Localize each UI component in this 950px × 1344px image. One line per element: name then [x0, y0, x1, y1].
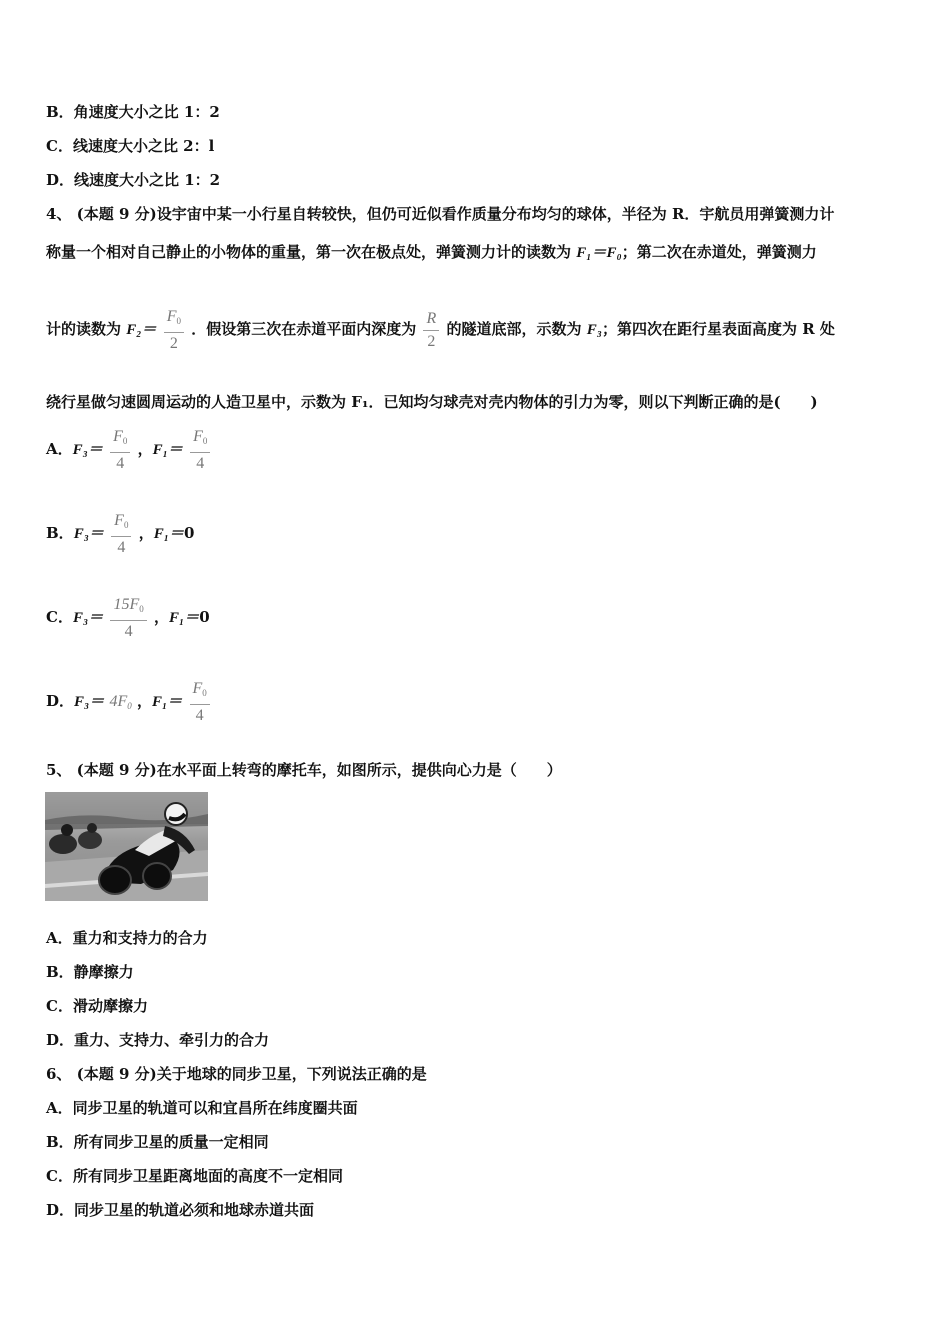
q4-option-b: B．F₃＝ $\frac{F0}{4}$ ，F₁＝0: [46, 511, 195, 556]
fraction-15f0-over-4: $\frac{15F0}{4}$: [110, 595, 146, 642]
fraction-f0-over-4: $\frac{F0}{4}$: [110, 427, 130, 474]
q5-option-c: C．滑动摩擦力: [46, 997, 148, 1015]
q6-option-a: A．同步卫星的轨道可以和宜昌所在纬度圈共面: [46, 1099, 358, 1117]
q4-option-c: C．F₃＝ $\frac{15F0}{4}$ ，F₁＝0: [46, 595, 210, 640]
expr-4f0: 4F0: [109, 693, 132, 711]
q5-option-a: A．重力和支持力的合力: [46, 929, 208, 947]
q3-option-d: D．线速度大小之比 1：2: [46, 171, 221, 189]
fraction-f0-over-4: $\frac{F0}{4}$: [190, 679, 210, 726]
q4-stem-line4: 绕行星做匀速圆周运动的人造卫星中，示数为 F₁．已知均匀球壳对壳内物体的引力为零，则以下判断正确的是( ): [46, 393, 818, 411]
q5-option-d: D．重力、支持力、牵引力的合力: [46, 1031, 270, 1049]
q6-option-d: D．同步卫星的轨道必须和地球赤道共面: [46, 1201, 315, 1219]
q4-option-d: D．F₃＝ 4F0 ，F₁＝ $\frac{F0}{4}$: [46, 678, 212, 729]
q6-option-c: C．所有同步卫星距离地面的高度不一定相同: [46, 1167, 343, 1185]
q3-option-c: C．线速度大小之比 2：l: [46, 137, 215, 155]
fraction-r-over-2: $\frac{R}{2}$: [423, 309, 439, 352]
q4-stem-line2: 称量一个相对自己静止的小物体的重量，第一次在极点处，弹簧测力计的读数为 F₁＝F₀；第二次在赤道处，弹簧测力: [46, 243, 817, 261]
fraction-f0-over-4: $\frac{F0}{4}$: [190, 427, 210, 474]
motorcycle-photo: [45, 792, 208, 901]
q6-option-b: B．所有同步卫星的质量一定相同: [46, 1133, 269, 1151]
q5-option-b: B．静摩擦力: [46, 963, 134, 981]
q4-stem-line3: 计的读数为 F₂＝ $\frac{F0}{2}$ ．假设第三次在赤道平面内深度为 $\frac{R}{2}$ 的隧道底部，示数为 F₃；第四次在距行星表面高度为 R 处: [46, 307, 835, 352]
q4-option-a: A．F₃＝ $\frac{F0}{4}$ ，F₁＝ $\frac{F0}{4}$: [46, 426, 212, 474]
q3-option-b: B．角速度大小之比 1：2: [46, 103, 220, 121]
fraction-f0-over-4: $\frac{F0}{4}$: [111, 511, 131, 558]
q5-stem: 5、 (本题 9 分)在水平面上转弯的摩托车，如图所示，提供向心力是（ ）: [46, 761, 562, 779]
q6-stem: 6、 (本题 9 分)关于地球的同步卫星，下列说法正确的是: [46, 1065, 427, 1083]
q4-f1-equals-f0: F₁＝F₀: [576, 245, 622, 261]
fraction-f0-over-2: $\frac{F0}{2}$: [164, 307, 184, 354]
q4-stem-line1: 4、 (本题 9 分)设宇宙中某一小行星自转较快，但仍可近似看作质量分布均匀的球体，半径为 R．宇航员用弹簧测力计: [46, 205, 835, 223]
